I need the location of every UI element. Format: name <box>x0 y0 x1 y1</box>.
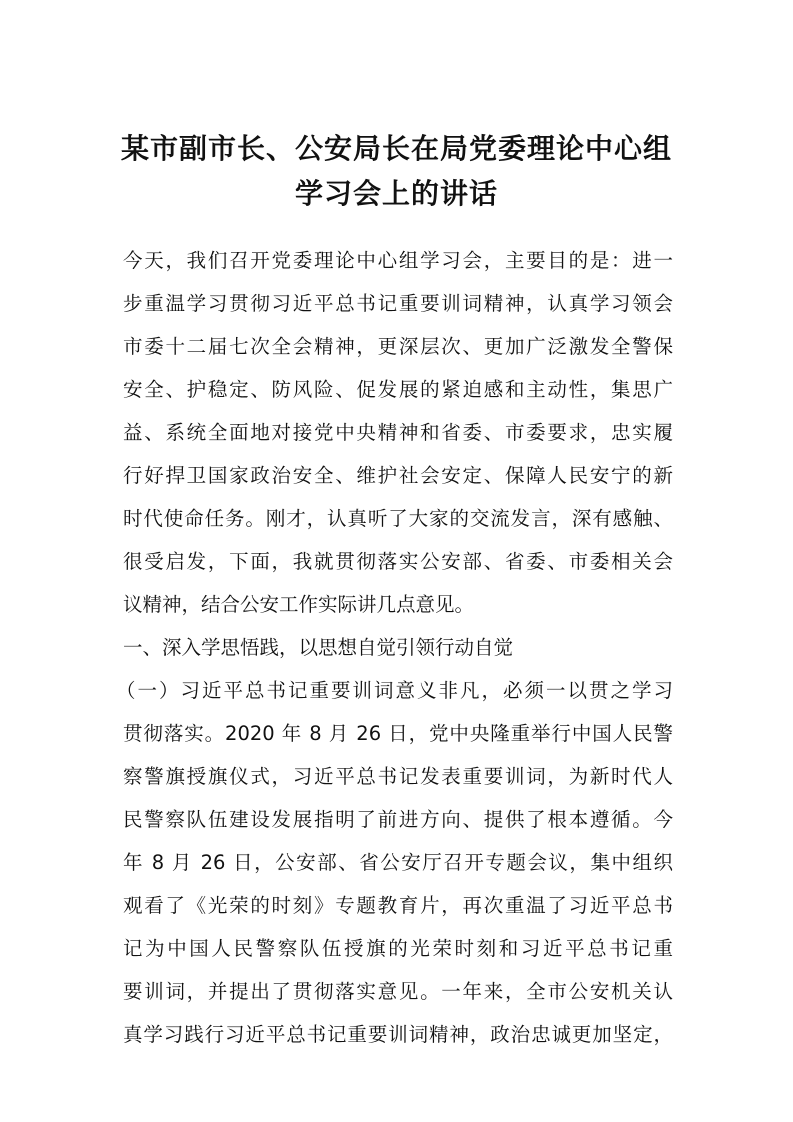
body-line-1: 今天，我们召开党委理论中心组学习会，主要目的是：进一 <box>123 249 673 272</box>
body-line-19: 真学习践行习近平总书记重要训词精神，政治忠诚更加坚定， <box>123 1023 673 1046</box>
section-heading-1: 一、深入学思悟践，以思想自觉引领行动自觉 <box>123 636 514 659</box>
body-line-6: 行好捍卫国家政治安全、维护社会安定、保障人民安宁的新 <box>123 464 673 487</box>
body-line-7: 时代使命任务。刚才，认真听了大家的交流发言，深有感触、 <box>123 507 673 530</box>
document-title-line-1: 某市副市长、公安局长在局党委理论中心组 <box>120 132 672 165</box>
body-line-16: 观看了《光荣的时刻》专题教育片，再次重温了习近平总书 <box>123 894 673 917</box>
body-line-5: 益、系统全面地对接党中央精神和省委、市委要求，忠实履 <box>123 421 673 444</box>
body-line-12: 贯彻落实。2020 年 8 月 26 日，党中央隆重举行中国人民警 <box>123 722 673 745</box>
body-line-3: 市委十二届七次全会精神，更深层次、更加广泛激发全警保 <box>123 335 673 358</box>
document-title-line-2: 学习会上的讲话 <box>294 177 498 210</box>
body-line-18: 要训词，并提出了贯彻落实意见。一年来，全市公安机关认 <box>123 980 673 1003</box>
body-line-4: 安全、护稳定、防风险、促发展的紧迫感和主动性，集思广 <box>123 378 673 401</box>
body-line-17: 记为中国人民警察队伍授旗的光荣时刻和习近平总书记重 <box>123 937 673 960</box>
body-line-9: 议精神，结合公安工作实际讲几点意见。 <box>123 593 475 616</box>
body-line-2: 步重温学习贯彻习近平总书记重要训词精神，认真学习领会 <box>123 292 673 315</box>
body-line-11: （一）习近平总书记重要训词意义非凡，必须一以贯之学习 <box>116 679 673 702</box>
body-line-8: 很受启发，下面，我就贯彻落实公安部、省委、市委相关会 <box>123 550 673 573</box>
body-line-14: 民警察队伍建设发展指明了前进方向、提供了根本遵循。今 <box>123 808 673 831</box>
body-line-13: 察警旗授旗仪式，习近平总书记发表重要训词，为新时代人 <box>123 765 673 788</box>
body-line-15: 年 8 月 26 日，公安部、省公安厅召开专题会议，集中组织 <box>123 851 673 874</box>
